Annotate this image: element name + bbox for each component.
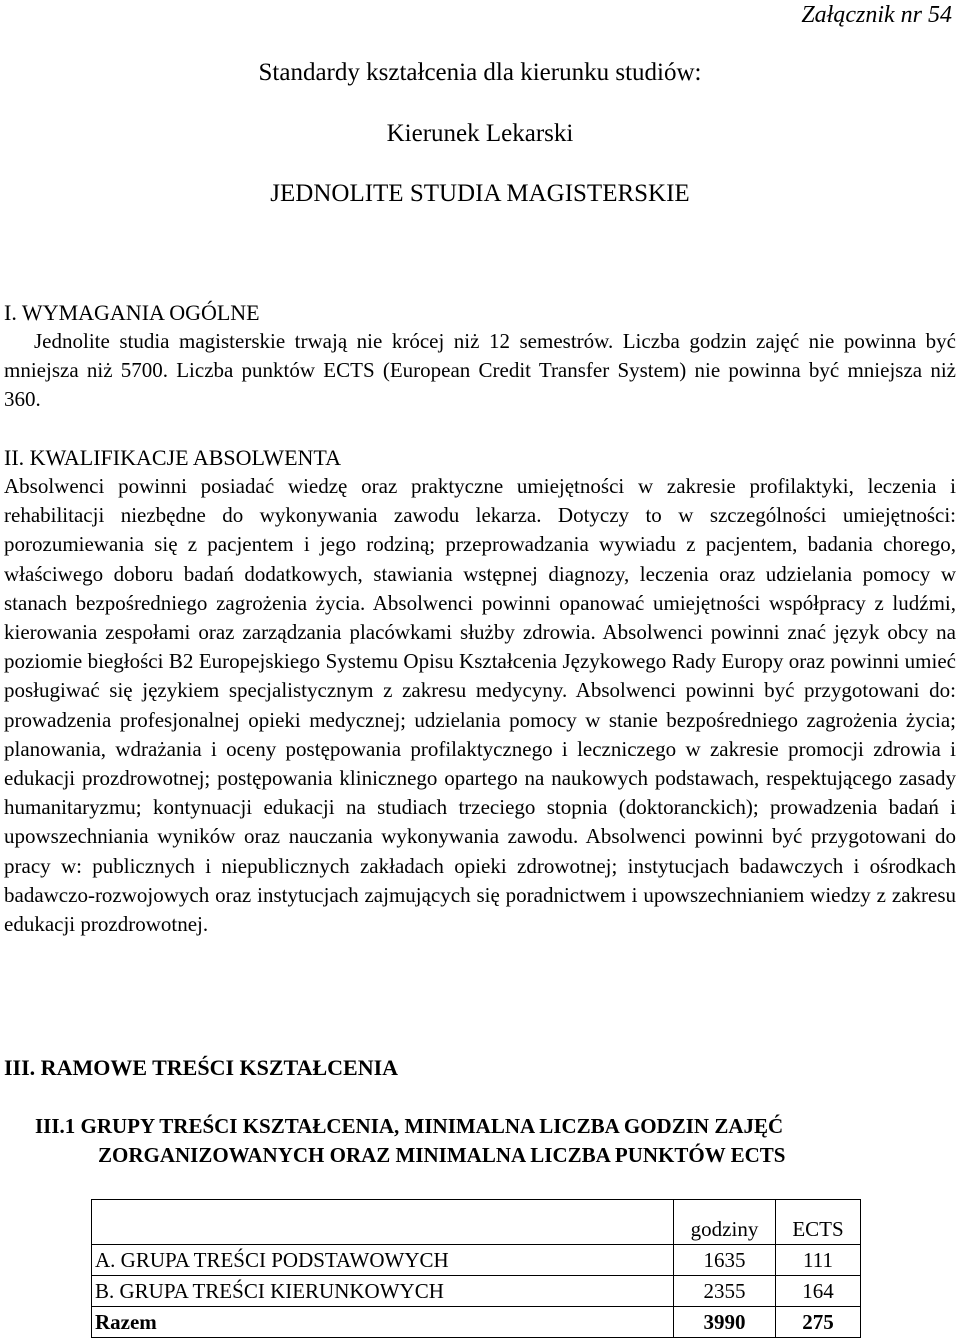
subsection-heading-line2: ZORGANIZOWANYCH ORAZ MINIMALNA LICZBA PUNKTÓW ECTS	[98, 1143, 786, 1167]
table-cell-ects: 164	[776, 1276, 861, 1307]
subsection-heading-line1: III.1 GRUPY TREŚCI KSZTAŁCENIA, MINIMALNA LICZBA GODZIN ZAJĘĆ	[35, 1114, 784, 1138]
ects-table	[91, 1199, 861, 1338]
table-header-row	[92, 1200, 861, 1245]
table-row	[92, 1276, 861, 1307]
section-heading-general-requirements: I. WYMAGANIA OGÓLNE	[4, 300, 260, 325]
section-general-requirements	[4, 298, 956, 414]
subsection-content-groups	[35, 1112, 960, 1170]
table-total-label: Razem	[92, 1307, 674, 1338]
table-cell-ects: 111	[776, 1245, 861, 1276]
section-text-graduate-qualifications: Absolwenci powinni posiadać wiedzę oraz praktyczne umiejętności w zakresie profilaktyki, leczenia i rehabilitacji niezbędne do wykonywania zawodu lekarza. Dotyczy to w szczególności umiejętności: porozumiewania się z pacjentem i jego rodziną; przeprowadzania wywiadu z pacjentem, badania chorego, właściwego doboru badań dodatkowych, stawiania wstępnej diagnozy, leczenia oraz udzielania pomocy w stanach bezpośredniego zagrożenia życia. Absolwenci powinni opanować umiejętności współpracy z ludźmi, kierowania zespołami oraz zarządzania placówkami służby zdrowia. Absolwenci powinni znać język obcy na poziomie biegłości B2 Europejskiego Systemu Opisu Kształcenia Językowego Rady Europy oraz powinni umieć posługiwać się językiem specjalistycznym z zakresu medycyny. Absolwenci powinni być przygotowani do: prowadzenia profesjonalnej opieki medycznej; udzielania pomocy w stanie bezpośredniego zagrożenia życia; planowania, wdrażania i oceny postępowania profilaktycznego i leczniczego w zakresie promocji zdrowia i edukacji prozdrowotnej; postępowania klinicznego opartego na naukowych podstawach, respektującego zasady humanitaryzmu; kontynuacji edukacji na studiach trzeciego stopnia (doktoranckich); prowadzenia badań i upowszechniania wyników oraz nauczania wykonywania zawodu. Absolwenci powinni być przygotowani do pracy w: publicznych i niepublicznych zakładach opieki zdrowotnej; instytucjach badawczych i ośrodkach badawczo-rozwojowych oraz instytucjach zajmujących się poradnictwem i upowszechnianiem wiedzy z zakresu edukacji prozdrowotnej.	[4, 474, 956, 937]
section-text-general-requirements: Jednolite studia magisterskie trwają nie krócej niż 12 semestrów. Liczba godzin zajęć nie powinna być mniejsza niż 5700. Liczba punktów ECTS (European Credit Transfer System) nie powinna być mniejsza niż 360.	[4, 329, 956, 411]
table-total-row	[92, 1307, 861, 1338]
document-title-line3: JEDNOLITE STUDIA MAGISTERSKIE	[270, 180, 690, 207]
document-title-line2: Kierunek Lekarski	[386, 120, 574, 147]
table-cell-hours: 2355	[674, 1276, 776, 1307]
document-title-line1: Standardy kształcenia dla kierunku studiów:	[258, 59, 702, 86]
table-total-hours: 3990	[674, 1307, 776, 1338]
table-row	[92, 1245, 861, 1276]
table-header-hours: godziny	[674, 1200, 776, 1245]
section-heading-graduate-qualifications: II. KWALIFIKACJE ABSOLWENTA	[4, 445, 341, 470]
section-heading-framework-content: III. RAMOWE TREŚCI KSZTAŁCENIA	[4, 1055, 399, 1080]
section-framework-content	[4, 1053, 956, 1082]
table-total-ects: 275	[776, 1307, 861, 1338]
section-graduate-qualifications	[4, 443, 956, 939]
attachment-label: Załącznik nr 54	[801, 2, 952, 28]
table-cell-group: A. GRUPA TREŚCI PODSTAWOWYCH	[92, 1245, 674, 1276]
table-cell-hours: 1635	[674, 1245, 776, 1276]
table-header-cell	[92, 1200, 674, 1245]
table-header-ects: ECTS	[776, 1200, 861, 1245]
table-cell-group: B. GRUPA TREŚCI KIERUNKOWYCH	[92, 1276, 674, 1307]
